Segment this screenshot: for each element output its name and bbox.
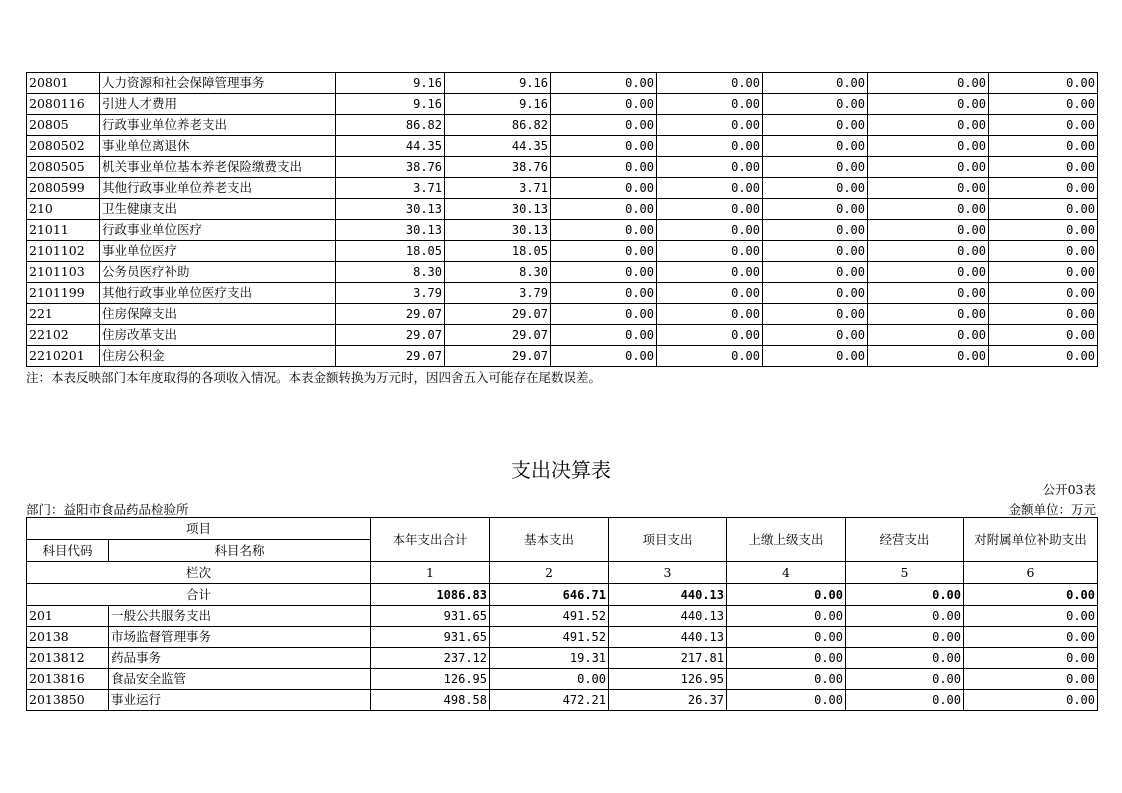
amount-cell: 0.00 (551, 283, 657, 304)
header-col-5: 经营支出 (846, 518, 964, 562)
amount-cell: 0.00 (763, 346, 868, 367)
table-row (27, 346, 1098, 367)
row-number: 5 (846, 562, 964, 584)
row-number: 3 (609, 562, 727, 584)
amount-cell: 0.00 (727, 627, 846, 648)
subject-name: 住房保障支出 (100, 304, 336, 325)
amount-cell: 3.79 (445, 283, 551, 304)
subject-name: 事业运行 (109, 690, 371, 711)
amount-cell: 0.00 (868, 115, 989, 136)
amount-cell: 0.00 (551, 262, 657, 283)
amount-cell: 126.95 (371, 669, 490, 690)
amount-cell: 29.07 (336, 346, 445, 367)
table-row (27, 648, 1098, 669)
subject-code: 2080116 (27, 94, 100, 115)
amount-cell: 0.00 (989, 73, 1098, 94)
amount-cell: 0.00 (868, 73, 989, 94)
amount-cell: 0.00 (657, 325, 763, 346)
table-note: 注：本表反映部门本年度取得的各项收入情况。本表金额转换为万元时，因四舍五入可能存在尾数误差。 (26, 370, 602, 385)
amount-cell: 0.00 (846, 669, 964, 690)
amount-cell: 44.35 (445, 136, 551, 157)
total-value: 646.71 (490, 584, 609, 606)
subject-name: 事业单位医疗 (100, 241, 336, 262)
subject-code: 2013816 (27, 669, 109, 690)
amount-cell: 126.95 (609, 669, 727, 690)
amount-cell: 0.00 (657, 178, 763, 199)
table-row (27, 178, 1098, 199)
subject-code: 20138 (27, 627, 109, 648)
header-col-4: 上缴上级支出 (727, 518, 846, 562)
amount-cell: 38.76 (336, 157, 445, 178)
total-value: 0.00 (964, 584, 1098, 606)
amount-cell: 0.00 (868, 178, 989, 199)
amount-cell: 0.00 (989, 262, 1098, 283)
amount-cell: 0.00 (551, 304, 657, 325)
amount-cell: 217.81 (609, 648, 727, 669)
amount-cell: 931.65 (371, 627, 490, 648)
row-number-row (27, 562, 1098, 584)
subject-name: 一般公共服务支出 (109, 606, 371, 627)
amount-cell: 491.52 (490, 627, 609, 648)
header-item: 项目 (27, 518, 371, 540)
amount-cell: 0.00 (989, 346, 1098, 367)
amount-cell: 0.00 (657, 73, 763, 94)
row-number: 6 (964, 562, 1098, 584)
subject-code: 21011 (27, 220, 100, 241)
row-number-label: 栏次 (27, 562, 371, 584)
table-row (27, 136, 1098, 157)
amount-cell: 9.16 (445, 73, 551, 94)
amount-cell: 0.00 (763, 73, 868, 94)
amount-cell: 0.00 (551, 94, 657, 115)
amount-cell: 498.58 (371, 690, 490, 711)
total-value: 0.00 (727, 584, 846, 606)
amount-cell: 0.00 (989, 157, 1098, 178)
subject-name: 卫生健康支出 (100, 199, 336, 220)
amount-cell: 3.71 (336, 178, 445, 199)
amount-cell: 0.00 (763, 199, 868, 220)
amount-cell: 29.07 (445, 346, 551, 367)
amount-cell: 0.00 (763, 304, 868, 325)
amount-cell: 0.00 (763, 157, 868, 178)
amount-cell: 0.00 (868, 283, 989, 304)
amount-cell: 29.07 (336, 304, 445, 325)
amount-cell: 0.00 (846, 627, 964, 648)
amount-cell: 30.13 (445, 220, 551, 241)
subject-name: 市场监督管理事务 (109, 627, 371, 648)
amount-cell: 0.00 (868, 157, 989, 178)
amount-cell: 86.82 (445, 115, 551, 136)
amount-cell: 440.13 (609, 606, 727, 627)
amount-cell: 0.00 (551, 346, 657, 367)
amount-cell: 9.16 (336, 94, 445, 115)
amount-cell: 9.16 (445, 94, 551, 115)
subject-name: 食品安全监管 (109, 669, 371, 690)
amount-cell: 3.71 (445, 178, 551, 199)
subject-name: 事业单位离退休 (100, 136, 336, 157)
amount-cell: 0.00 (657, 220, 763, 241)
amount-cell: 0.00 (763, 136, 868, 157)
amount-cell: 0.00 (657, 241, 763, 262)
table-row (27, 669, 1098, 690)
amount-cell: 0.00 (989, 241, 1098, 262)
amount-cell: 0.00 (657, 115, 763, 136)
amount-cell: 0.00 (989, 304, 1098, 325)
total-value: 0.00 (846, 584, 964, 606)
amount-cell: 0.00 (763, 178, 868, 199)
amount-cell: 0.00 (763, 325, 868, 346)
amount-cell: 0.00 (964, 627, 1098, 648)
total-row (27, 584, 1098, 606)
table-row (27, 115, 1098, 136)
table-row (27, 157, 1098, 178)
amount-cell: 237.12 (371, 648, 490, 669)
header-col-6: 对附属单位补助支出 (964, 518, 1098, 562)
amount-cell: 38.76 (445, 157, 551, 178)
amount-cell: 0.00 (657, 262, 763, 283)
subject-name: 公务员医疗补助 (100, 262, 336, 283)
amount-cell: 0.00 (868, 304, 989, 325)
amount-cell: 0.00 (657, 94, 763, 115)
subject-code: 221 (27, 304, 100, 325)
amount-cell: 0.00 (727, 648, 846, 669)
amount-cell: 19.31 (490, 648, 609, 669)
subject-name: 其他行政事业单位医疗支出 (100, 283, 336, 304)
subject-code: 201 (27, 606, 109, 627)
amount-cell: 8.30 (445, 262, 551, 283)
amount-cell: 0.00 (989, 94, 1098, 115)
amount-cell: 931.65 (371, 606, 490, 627)
subject-name: 住房改革支出 (100, 325, 336, 346)
subject-code: 20805 (27, 115, 100, 136)
subject-code: 2013812 (27, 648, 109, 669)
expenditure-table (26, 517, 1098, 711)
row-number: 4 (727, 562, 846, 584)
amount-unit-label: 金额单位：万元 (1008, 502, 1096, 517)
amount-cell: 0.00 (551, 136, 657, 157)
row-number: 2 (490, 562, 609, 584)
amount-cell: 0.00 (763, 115, 868, 136)
amount-cell: 0.00 (657, 136, 763, 157)
amount-cell: 0.00 (657, 304, 763, 325)
amount-cell: 0.00 (846, 648, 964, 669)
table-row (27, 241, 1098, 262)
amount-cell: 0.00 (727, 690, 846, 711)
subject-code: 22102 (27, 325, 100, 346)
subject-code: 2080502 (27, 136, 100, 157)
amount-cell: 0.00 (868, 220, 989, 241)
amount-cell: 29.07 (445, 325, 551, 346)
amount-cell: 0.00 (657, 199, 763, 220)
header-col-3: 项目支出 (609, 518, 727, 562)
amount-cell: 0.00 (964, 648, 1098, 669)
form-number: 公开03表 (1042, 482, 1096, 497)
income-table-continued (26, 72, 1098, 367)
amount-cell: 9.16 (336, 73, 445, 94)
subject-name: 引进人才费用 (100, 94, 336, 115)
amount-cell: 0.00 (964, 669, 1098, 690)
amount-cell: 440.13 (609, 627, 727, 648)
subject-code: 2101102 (27, 241, 100, 262)
subject-code: 2101199 (27, 283, 100, 304)
amount-cell: 0.00 (551, 178, 657, 199)
amount-cell: 0.00 (989, 325, 1098, 346)
amount-cell: 0.00 (763, 94, 868, 115)
amount-cell: 0.00 (551, 73, 657, 94)
amount-cell: 0.00 (657, 346, 763, 367)
subject-name: 机关事业单位基本养老保险缴费支出 (100, 157, 336, 178)
amount-cell: 0.00 (727, 669, 846, 690)
amount-cell: 0.00 (964, 690, 1098, 711)
header-col-1: 本年支出合计 (371, 518, 490, 562)
subject-code: 2210201 (27, 346, 100, 367)
amount-cell: 0.00 (551, 220, 657, 241)
amount-cell: 0.00 (551, 325, 657, 346)
amount-cell: 3.79 (336, 283, 445, 304)
amount-cell: 0.00 (868, 346, 989, 367)
amount-cell: 0.00 (989, 115, 1098, 136)
amount-cell: 18.05 (336, 241, 445, 262)
amount-cell: 8.30 (336, 262, 445, 283)
subject-name: 住房公积金 (100, 346, 336, 367)
amount-cell: 0.00 (490, 669, 609, 690)
table-row (27, 94, 1098, 115)
header-name: 科目名称 (109, 540, 371, 562)
amount-cell: 0.00 (868, 241, 989, 262)
amount-cell: 0.00 (657, 283, 763, 304)
amount-cell: 0.00 (989, 136, 1098, 157)
amount-cell: 0.00 (763, 283, 868, 304)
header-col-2: 基本支出 (490, 518, 609, 562)
table-row (27, 73, 1098, 94)
table-row (27, 220, 1098, 241)
department-label: 部门：益阳市食品药品检验所 (26, 502, 189, 517)
amount-cell: 0.00 (763, 262, 868, 283)
amount-cell: 18.05 (445, 241, 551, 262)
amount-cell: 0.00 (868, 325, 989, 346)
table-row (27, 690, 1098, 711)
amount-cell: 0.00 (989, 220, 1098, 241)
subject-name: 行政事业单位养老支出 (100, 115, 336, 136)
subject-code: 210 (27, 199, 100, 220)
subject-name: 其他行政事业单位养老支出 (100, 178, 336, 199)
table-row (27, 262, 1098, 283)
amount-cell: 86.82 (336, 115, 445, 136)
amount-cell: 0.00 (846, 690, 964, 711)
subject-name: 人力资源和社会保障管理事务 (100, 73, 336, 94)
amount-cell: 30.13 (336, 199, 445, 220)
amount-cell: 0.00 (551, 157, 657, 178)
amount-cell: 0.00 (727, 606, 846, 627)
amount-cell: 491.52 (490, 606, 609, 627)
amount-cell: 0.00 (868, 94, 989, 115)
subject-code: 2080599 (27, 178, 100, 199)
subject-name: 行政事业单位医疗 (100, 220, 336, 241)
amount-cell: 0.00 (989, 178, 1098, 199)
amount-cell: 0.00 (989, 283, 1098, 304)
amount-cell: 26.37 (609, 690, 727, 711)
amount-cell: 0.00 (551, 241, 657, 262)
table-row (27, 627, 1098, 648)
amount-cell: 0.00 (846, 606, 964, 627)
row-number: 1 (371, 562, 490, 584)
amount-cell: 29.07 (445, 304, 551, 325)
table-row (27, 325, 1098, 346)
amount-cell: 0.00 (763, 220, 868, 241)
amount-cell: 0.00 (964, 606, 1098, 627)
amount-cell: 30.13 (336, 220, 445, 241)
amount-cell: 0.00 (657, 157, 763, 178)
table-row (27, 283, 1098, 304)
amount-cell: 0.00 (868, 262, 989, 283)
header-code: 科目代码 (27, 540, 109, 562)
page-title: 支出决算表 (511, 458, 611, 482)
table-row (27, 606, 1098, 627)
subject-code: 2101103 (27, 262, 100, 283)
total-value: 440.13 (609, 584, 727, 606)
subject-code: 20801 (27, 73, 100, 94)
subject-name: 药品事务 (109, 648, 371, 669)
subject-code: 2080505 (27, 157, 100, 178)
total-value: 1086.83 (371, 584, 490, 606)
total-label: 合计 (27, 584, 371, 606)
amount-cell: 0.00 (551, 199, 657, 220)
amount-cell: 44.35 (336, 136, 445, 157)
amount-cell: 30.13 (445, 199, 551, 220)
amount-cell: 0.00 (868, 136, 989, 157)
amount-cell: 0.00 (989, 199, 1098, 220)
amount-cell: 0.00 (551, 115, 657, 136)
amount-cell: 29.07 (336, 325, 445, 346)
amount-cell: 0.00 (763, 241, 868, 262)
table-row (27, 304, 1098, 325)
subject-code: 2013850 (27, 690, 109, 711)
table-row (27, 199, 1098, 220)
amount-cell: 0.00 (868, 199, 989, 220)
amount-cell: 472.21 (490, 690, 609, 711)
